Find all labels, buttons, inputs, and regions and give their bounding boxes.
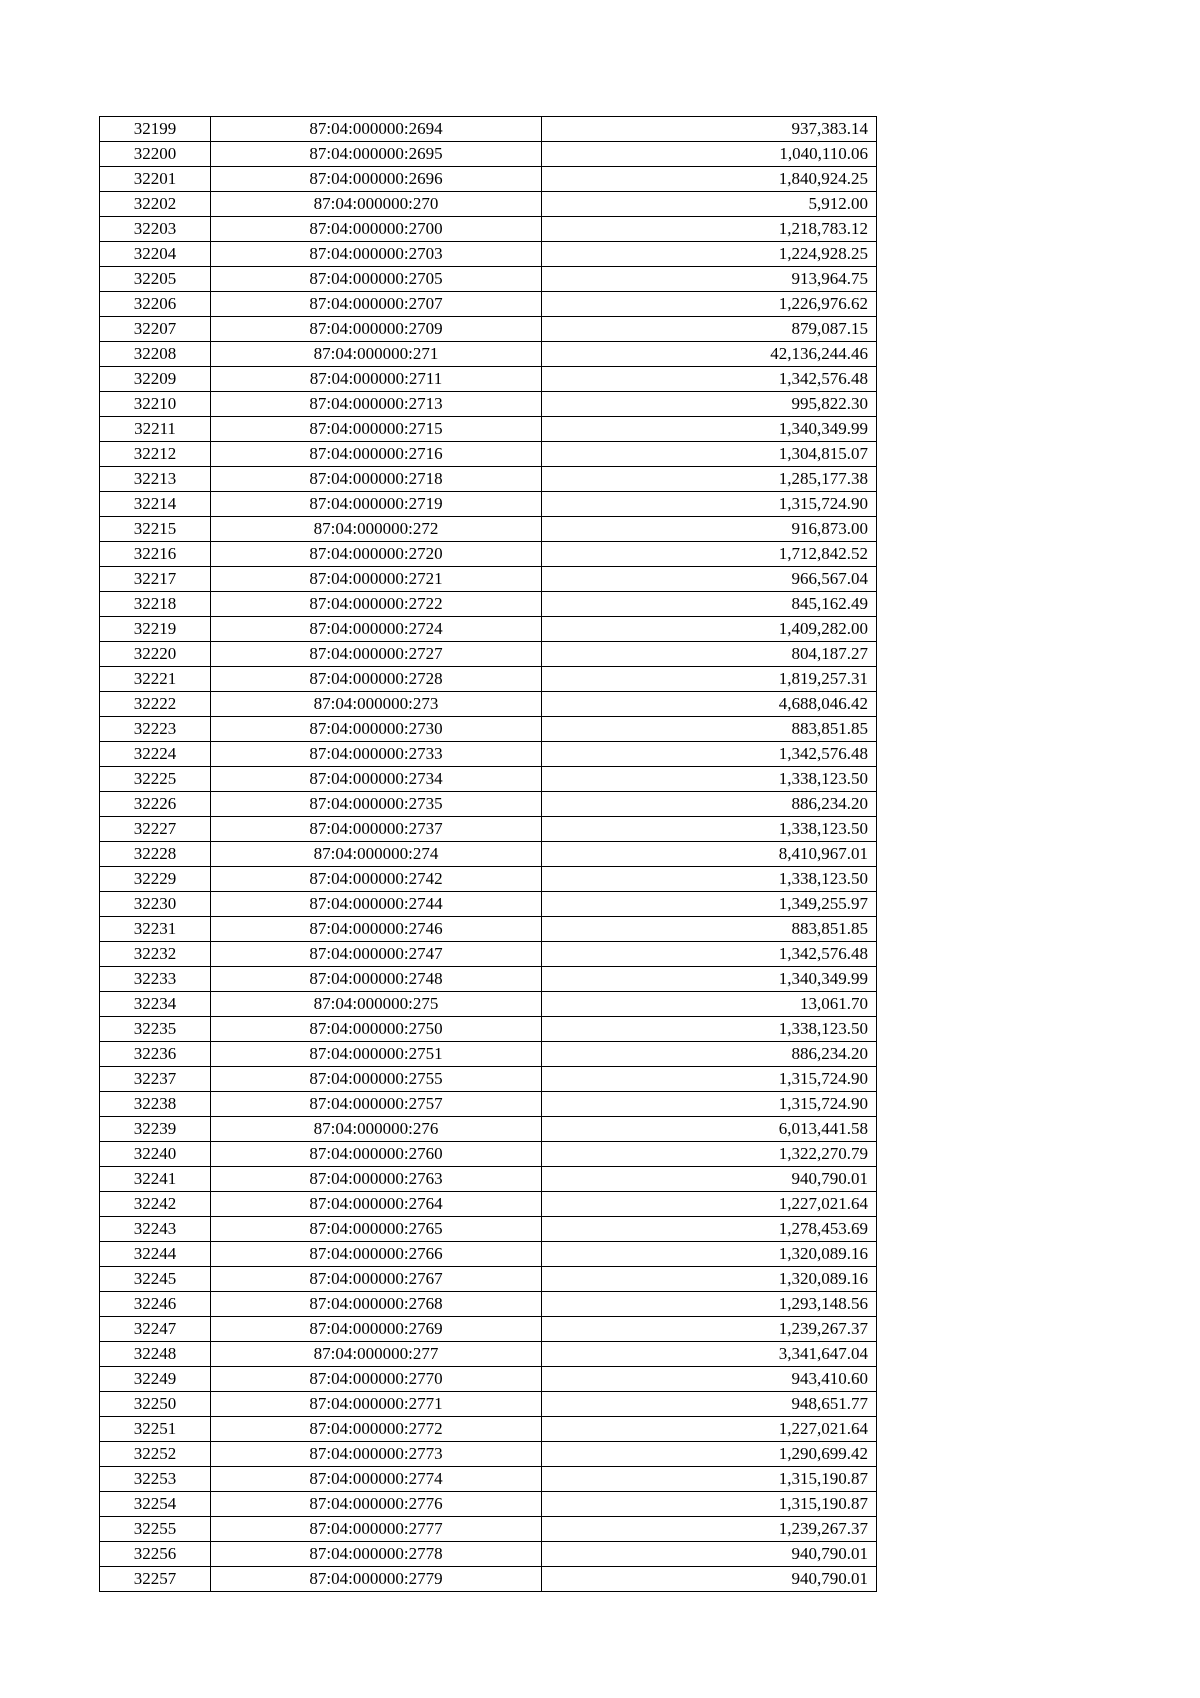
cadastral-number-cell: 87:04:000000:2705	[211, 267, 542, 292]
cadastral-number-cell: 87:04:000000:276	[211, 1117, 542, 1142]
cadastral-number-cell: 87:04:000000:2768	[211, 1292, 542, 1317]
value-cell: 3,341,647.04	[542, 1342, 877, 1367]
value-cell: 1,227,021.64	[542, 1417, 877, 1442]
cadastral-number-cell: 87:04:000000:2773	[211, 1442, 542, 1467]
row-number-cell: 32229	[100, 867, 211, 892]
cadastral-number-cell: 87:04:000000:2737	[211, 817, 542, 842]
value-cell: 1,226,976.62	[542, 292, 877, 317]
value-cell: 1,342,576.48	[542, 742, 877, 767]
cadastral-number-cell: 87:04:000000:2747	[211, 942, 542, 967]
cadastral-number-cell: 87:04:000000:2721	[211, 567, 542, 592]
row-number-cell: 32241	[100, 1167, 211, 1192]
data-table	[99, 116, 877, 1592]
table-row	[100, 167, 877, 192]
value-cell: 995,822.30	[542, 392, 877, 417]
cadastral-number-cell: 87:04:000000:2713	[211, 392, 542, 417]
cadastral-number-cell: 87:04:000000:2715	[211, 417, 542, 442]
row-number-cell: 32227	[100, 817, 211, 842]
table-row	[100, 1367, 877, 1392]
cadastral-number-cell: 87:04:000000:2728	[211, 667, 542, 692]
table-row	[100, 1242, 877, 1267]
table-row	[100, 1342, 877, 1367]
row-number-cell: 32245	[100, 1267, 211, 1292]
cadastral-number-cell: 87:04:000000:2750	[211, 1017, 542, 1042]
table-row	[100, 242, 877, 267]
table-row	[100, 792, 877, 817]
table-row	[100, 292, 877, 317]
cadastral-number-cell: 87:04:000000:2700	[211, 217, 542, 242]
row-number-cell: 32200	[100, 142, 211, 167]
cadastral-number-cell: 87:04:000000:273	[211, 692, 542, 717]
value-cell: 886,234.20	[542, 792, 877, 817]
table-row	[100, 567, 877, 592]
cadastral-number-cell: 87:04:000000:2722	[211, 592, 542, 617]
table-row	[100, 617, 877, 642]
value-cell: 1,239,267.37	[542, 1317, 877, 1342]
table-row	[100, 492, 877, 517]
value-cell: 1,322,270.79	[542, 1142, 877, 1167]
row-number-cell: 32206	[100, 292, 211, 317]
value-cell: 879,087.15	[542, 317, 877, 342]
row-number-cell: 32256	[100, 1542, 211, 1567]
table-row	[100, 892, 877, 917]
cadastral-number-cell: 87:04:000000:2765	[211, 1217, 542, 1242]
table-row	[100, 1067, 877, 1092]
cadastral-number-cell: 87:04:000000:2748	[211, 967, 542, 992]
table-row	[100, 1417, 877, 1442]
cadastral-number-cell: 87:04:000000:2774	[211, 1467, 542, 1492]
table-row	[100, 1042, 877, 1067]
table-row	[100, 967, 877, 992]
row-number-cell: 32225	[100, 767, 211, 792]
table-row	[100, 1467, 877, 1492]
table-row	[100, 667, 877, 692]
row-number-cell: 32246	[100, 1292, 211, 1317]
row-number-cell: 32238	[100, 1092, 211, 1117]
table-row	[100, 592, 877, 617]
row-number-cell: 32257	[100, 1567, 211, 1592]
row-number-cell: 32243	[100, 1217, 211, 1242]
value-cell: 916,873.00	[542, 517, 877, 542]
cadastral-number-cell: 87:04:000000:2755	[211, 1067, 542, 1092]
table-row	[100, 467, 877, 492]
value-cell: 1,315,724.90	[542, 1067, 877, 1092]
cadastral-number-cell: 87:04:000000:2757	[211, 1092, 542, 1117]
row-number-cell: 32202	[100, 192, 211, 217]
table-row	[100, 117, 877, 142]
value-cell: 804,187.27	[542, 642, 877, 667]
cadastral-number-cell: 87:04:000000:2779	[211, 1567, 542, 1592]
value-cell: 1,285,177.38	[542, 467, 877, 492]
cadastral-number-cell: 87:04:000000:2777	[211, 1517, 542, 1542]
row-number-cell: 32255	[100, 1517, 211, 1542]
value-cell: 1,819,257.31	[542, 667, 877, 692]
row-number-cell: 32235	[100, 1017, 211, 1042]
table-row	[100, 1492, 877, 1517]
row-number-cell: 32240	[100, 1142, 211, 1167]
cadastral-number-cell: 87:04:000000:271	[211, 342, 542, 367]
table-body	[100, 117, 877, 1592]
row-number-cell: 32232	[100, 942, 211, 967]
cadastral-number-cell: 87:04:000000:2746	[211, 917, 542, 942]
cadastral-number-cell: 87:04:000000:2766	[211, 1242, 542, 1267]
table-row	[100, 1442, 877, 1467]
value-cell: 5,912.00	[542, 192, 877, 217]
row-number-cell: 32207	[100, 317, 211, 342]
cadastral-number-cell: 87:04:000000:2719	[211, 492, 542, 517]
row-number-cell: 32204	[100, 242, 211, 267]
table-row	[100, 1167, 877, 1192]
value-cell: 883,851.85	[542, 717, 877, 742]
row-number-cell: 32233	[100, 967, 211, 992]
cadastral-number-cell: 87:04:000000:2767	[211, 1267, 542, 1292]
cadastral-number-cell: 87:04:000000:2776	[211, 1492, 542, 1517]
row-number-cell: 32215	[100, 517, 211, 542]
row-number-cell: 32209	[100, 367, 211, 392]
value-cell: 1,349,255.97	[542, 892, 877, 917]
table-row	[100, 142, 877, 167]
cadastral-number-cell: 87:04:000000:275	[211, 992, 542, 1017]
value-cell: 1,315,190.87	[542, 1492, 877, 1517]
table-row	[100, 642, 877, 667]
table-row	[100, 1117, 877, 1142]
row-number-cell: 32237	[100, 1067, 211, 1092]
row-number-cell: 32230	[100, 892, 211, 917]
value-cell: 940,790.01	[542, 1542, 877, 1567]
cadastral-number-cell: 87:04:000000:2696	[211, 167, 542, 192]
value-cell: 966,567.04	[542, 567, 877, 592]
row-number-cell: 32205	[100, 267, 211, 292]
value-cell: 1,040,110.06	[542, 142, 877, 167]
row-number-cell: 32211	[100, 417, 211, 442]
row-number-cell: 32231	[100, 917, 211, 942]
value-cell: 1,315,724.90	[542, 1092, 877, 1117]
table-row	[100, 1392, 877, 1417]
value-cell: 1,712,842.52	[542, 542, 877, 567]
table-row	[100, 1092, 877, 1117]
value-cell: 1,342,576.48	[542, 367, 877, 392]
value-cell: 8,410,967.01	[542, 842, 877, 867]
row-number-cell: 32234	[100, 992, 211, 1017]
table-row	[100, 192, 877, 217]
row-number-cell: 32224	[100, 742, 211, 767]
cadastral-number-cell: 87:04:000000:2720	[211, 542, 542, 567]
value-cell: 845,162.49	[542, 592, 877, 617]
row-number-cell: 32199	[100, 117, 211, 142]
cadastral-number-cell: 87:04:000000:2763	[211, 1167, 542, 1192]
cadastral-number-cell: 87:04:000000:2764	[211, 1192, 542, 1217]
value-cell: 937,383.14	[542, 117, 877, 142]
cadastral-number-cell: 87:04:000000:2711	[211, 367, 542, 392]
table-row	[100, 442, 877, 467]
table-row	[100, 1192, 877, 1217]
cadastral-number-cell: 87:04:000000:2770	[211, 1367, 542, 1392]
value-cell: 1,342,576.48	[542, 942, 877, 967]
table-row	[100, 1017, 877, 1042]
value-cell: 1,320,089.16	[542, 1267, 877, 1292]
value-cell: 13,061.70	[542, 992, 877, 1017]
table-row	[100, 717, 877, 742]
row-number-cell: 32250	[100, 1392, 211, 1417]
row-number-cell: 32212	[100, 442, 211, 467]
row-number-cell: 32208	[100, 342, 211, 367]
cadastral-number-cell: 87:04:000000:274	[211, 842, 542, 867]
value-cell: 1,409,282.00	[542, 617, 877, 642]
table-row	[100, 1217, 877, 1242]
table-row	[100, 742, 877, 767]
value-cell: 1,315,724.90	[542, 492, 877, 517]
value-cell: 4,688,046.42	[542, 692, 877, 717]
cadastral-number-cell: 87:04:000000:2778	[211, 1542, 542, 1567]
table-row	[100, 992, 877, 1017]
cadastral-number-cell: 87:04:000000:2695	[211, 142, 542, 167]
cadastral-number-cell: 87:04:000000:2707	[211, 292, 542, 317]
cadastral-number-cell: 87:04:000000:2727	[211, 642, 542, 667]
row-number-cell: 32249	[100, 1367, 211, 1392]
table-row	[100, 1142, 877, 1167]
cadastral-number-cell: 87:04:000000:2709	[211, 317, 542, 342]
table-row	[100, 817, 877, 842]
row-number-cell: 32201	[100, 167, 211, 192]
value-cell: 1,227,021.64	[542, 1192, 877, 1217]
table-row	[100, 542, 877, 567]
cadastral-number-cell: 87:04:000000:2735	[211, 792, 542, 817]
row-number-cell: 32228	[100, 842, 211, 867]
table-row	[100, 367, 877, 392]
cadastral-number-cell: 87:04:000000:2772	[211, 1417, 542, 1442]
table-row	[100, 267, 877, 292]
table-row	[100, 1267, 877, 1292]
row-number-cell: 32203	[100, 217, 211, 242]
value-cell: 1,239,267.37	[542, 1517, 877, 1542]
cadastral-number-cell: 87:04:000000:2771	[211, 1392, 542, 1417]
value-cell: 1,340,349.99	[542, 417, 877, 442]
cadastral-number-cell: 87:04:000000:2718	[211, 467, 542, 492]
row-number-cell: 32226	[100, 792, 211, 817]
row-number-cell: 32253	[100, 1467, 211, 1492]
value-cell: 1,293,148.56	[542, 1292, 877, 1317]
row-number-cell: 32242	[100, 1192, 211, 1217]
row-number-cell: 32222	[100, 692, 211, 717]
table-row	[100, 1317, 877, 1342]
table-row	[100, 767, 877, 792]
table-row	[100, 517, 877, 542]
row-number-cell: 32217	[100, 567, 211, 592]
value-cell: 1,338,123.50	[542, 867, 877, 892]
cadastral-number-cell: 87:04:000000:2734	[211, 767, 542, 792]
value-cell: 1,338,123.50	[542, 767, 877, 792]
value-cell: 1,290,699.42	[542, 1442, 877, 1467]
row-number-cell: 32244	[100, 1242, 211, 1267]
row-number-cell: 32223	[100, 717, 211, 742]
row-number-cell: 32252	[100, 1442, 211, 1467]
value-cell: 6,013,441.58	[542, 1117, 877, 1142]
value-cell: 940,790.01	[542, 1167, 877, 1192]
cadastral-number-cell: 87:04:000000:2744	[211, 892, 542, 917]
value-cell: 886,234.20	[542, 1042, 877, 1067]
table-row	[100, 217, 877, 242]
cadastral-number-cell: 87:04:000000:2760	[211, 1142, 542, 1167]
value-cell: 42,136,244.46	[542, 342, 877, 367]
cadastral-number-cell: 87:04:000000:2769	[211, 1317, 542, 1342]
value-cell: 883,851.85	[542, 917, 877, 942]
row-number-cell: 32220	[100, 642, 211, 667]
table-row	[100, 1567, 877, 1592]
cadastral-number-cell: 87:04:000000:2716	[211, 442, 542, 467]
row-number-cell: 32213	[100, 467, 211, 492]
row-number-cell: 32254	[100, 1492, 211, 1517]
cadastral-number-cell: 87:04:000000:277	[211, 1342, 542, 1367]
value-cell: 940,790.01	[542, 1567, 877, 1592]
table-row	[100, 1517, 877, 1542]
value-cell: 1,338,123.50	[542, 817, 877, 842]
value-cell: 948,651.77	[542, 1392, 877, 1417]
row-number-cell: 32214	[100, 492, 211, 517]
table-row	[100, 1292, 877, 1317]
cadastral-number-cell: 87:04:000000:2751	[211, 1042, 542, 1067]
table-row	[100, 942, 877, 967]
value-cell: 1,840,924.25	[542, 167, 877, 192]
table-row	[100, 917, 877, 942]
row-number-cell: 32219	[100, 617, 211, 642]
value-cell: 1,304,815.07	[542, 442, 877, 467]
row-number-cell: 32216	[100, 542, 211, 567]
cadastral-number-cell: 87:04:000000:2733	[211, 742, 542, 767]
table-row	[100, 692, 877, 717]
table-row	[100, 867, 877, 892]
value-cell: 913,964.75	[542, 267, 877, 292]
cadastral-number-cell: 87:04:000000:2724	[211, 617, 542, 642]
value-cell: 1,338,123.50	[542, 1017, 877, 1042]
value-cell: 1,218,783.12	[542, 217, 877, 242]
cadastral-number-cell: 87:04:000000:2730	[211, 717, 542, 742]
row-number-cell: 32218	[100, 592, 211, 617]
table-row	[100, 392, 877, 417]
value-cell: 1,224,928.25	[542, 242, 877, 267]
cadastral-number-cell: 87:04:000000:272	[211, 517, 542, 542]
value-cell: 1,340,349.99	[542, 967, 877, 992]
table-row	[100, 417, 877, 442]
table-row	[100, 342, 877, 367]
value-cell: 1,320,089.16	[542, 1242, 877, 1267]
cadastral-number-cell: 87:04:000000:2694	[211, 117, 542, 142]
row-number-cell: 32247	[100, 1317, 211, 1342]
row-number-cell: 32248	[100, 1342, 211, 1367]
value-cell: 943,410.60	[542, 1367, 877, 1392]
value-cell: 1,315,190.87	[542, 1467, 877, 1492]
row-number-cell: 32210	[100, 392, 211, 417]
value-cell: 1,278,453.69	[542, 1217, 877, 1242]
row-number-cell: 32239	[100, 1117, 211, 1142]
row-number-cell: 32221	[100, 667, 211, 692]
table-row	[100, 1542, 877, 1567]
table-row	[100, 317, 877, 342]
cadastral-number-cell: 87:04:000000:2703	[211, 242, 542, 267]
cadastral-number-cell: 87:04:000000:2742	[211, 867, 542, 892]
row-number-cell: 32251	[100, 1417, 211, 1442]
row-number-cell: 32236	[100, 1042, 211, 1067]
table-row	[100, 842, 877, 867]
cadastral-number-cell: 87:04:000000:270	[211, 192, 542, 217]
